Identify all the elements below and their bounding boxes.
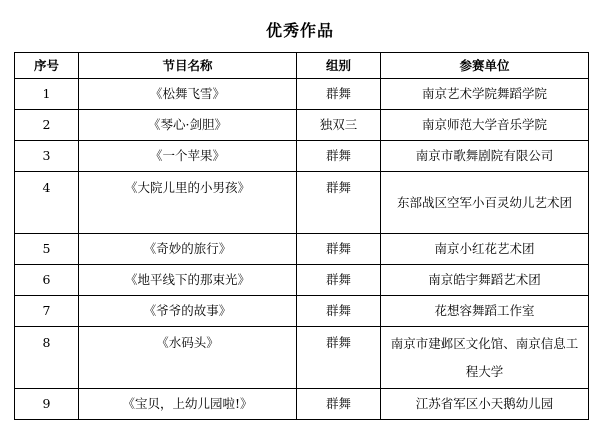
header-row	[15, 53, 589, 79]
cell-unit: 南京小红花艺术团	[381, 234, 589, 265]
cell-unit: 东部战区空军小百灵幼儿艺术团	[381, 172, 589, 234]
header-group: 组别	[297, 53, 381, 79]
cell-unit: 花想容舞蹈工作室	[381, 296, 589, 327]
cell-unit: 南京市歌舞剧院有限公司	[381, 141, 589, 172]
cell-group: 群舞	[297, 141, 381, 172]
cell-no: 4	[15, 172, 79, 234]
cell-name: 《水码头》	[79, 327, 297, 389]
cell-no: 1	[15, 79, 79, 110]
cell-no: 6	[15, 265, 79, 296]
cell-name: 《大院儿里的小男孩》	[79, 172, 297, 234]
cell-no: 3	[15, 141, 79, 172]
cell-group: 群舞	[297, 265, 381, 296]
cell-no: 8	[15, 327, 79, 389]
cell-group: 群舞	[297, 172, 381, 234]
table-row	[15, 389, 589, 420]
cell-unit: 南京师范大学音乐学院	[381, 110, 589, 141]
cell-name: 《地平线下的那束光》	[79, 265, 297, 296]
cell-name: 《爷爷的故事》	[79, 296, 297, 327]
table-body	[15, 79, 589, 420]
works-table	[14, 52, 589, 420]
cell-unit: 南京艺术学院舞蹈学院	[381, 79, 589, 110]
cell-name: 《一个苹果》	[79, 141, 297, 172]
cell-name: 《松舞飞雪》	[79, 79, 297, 110]
cell-unit: 南京市建邺区文化馆、南京信息工程大学	[381, 327, 589, 389]
table-row	[15, 327, 589, 389]
table-row	[15, 79, 589, 110]
cell-unit: 南京皓宇舞蹈艺术团	[381, 265, 589, 296]
table-row	[15, 141, 589, 172]
cell-name: 《奇妙的旅行》	[79, 234, 297, 265]
cell-group: 群舞	[297, 327, 381, 389]
cell-group: 群舞	[297, 79, 381, 110]
cell-no: 9	[15, 389, 79, 420]
cell-name: 《琴心·剑胆》	[79, 110, 297, 141]
cell-no: 5	[15, 234, 79, 265]
cell-unit: 江苏省军区小天鹅幼儿园	[381, 389, 589, 420]
table-row	[15, 296, 589, 327]
cell-group: 群舞	[297, 296, 381, 327]
header-no: 序号	[15, 53, 79, 79]
page-title: 优秀作品	[265, 21, 334, 40]
table-row	[15, 172, 589, 234]
table-row	[15, 234, 589, 265]
cell-no: 2	[15, 110, 79, 141]
table-row	[15, 110, 589, 141]
table-header	[15, 53, 589, 79]
cell-no: 7	[15, 296, 79, 327]
cell-name: 《宝贝，上幼儿园啦!》	[79, 389, 297, 420]
header-name: 节目名称	[79, 53, 297, 79]
cell-group: 独双三	[297, 110, 381, 141]
table-row	[15, 265, 589, 296]
cell-group: 群舞	[297, 389, 381, 420]
header-unit: 参赛单位	[381, 53, 589, 79]
cell-group: 群舞	[297, 234, 381, 265]
